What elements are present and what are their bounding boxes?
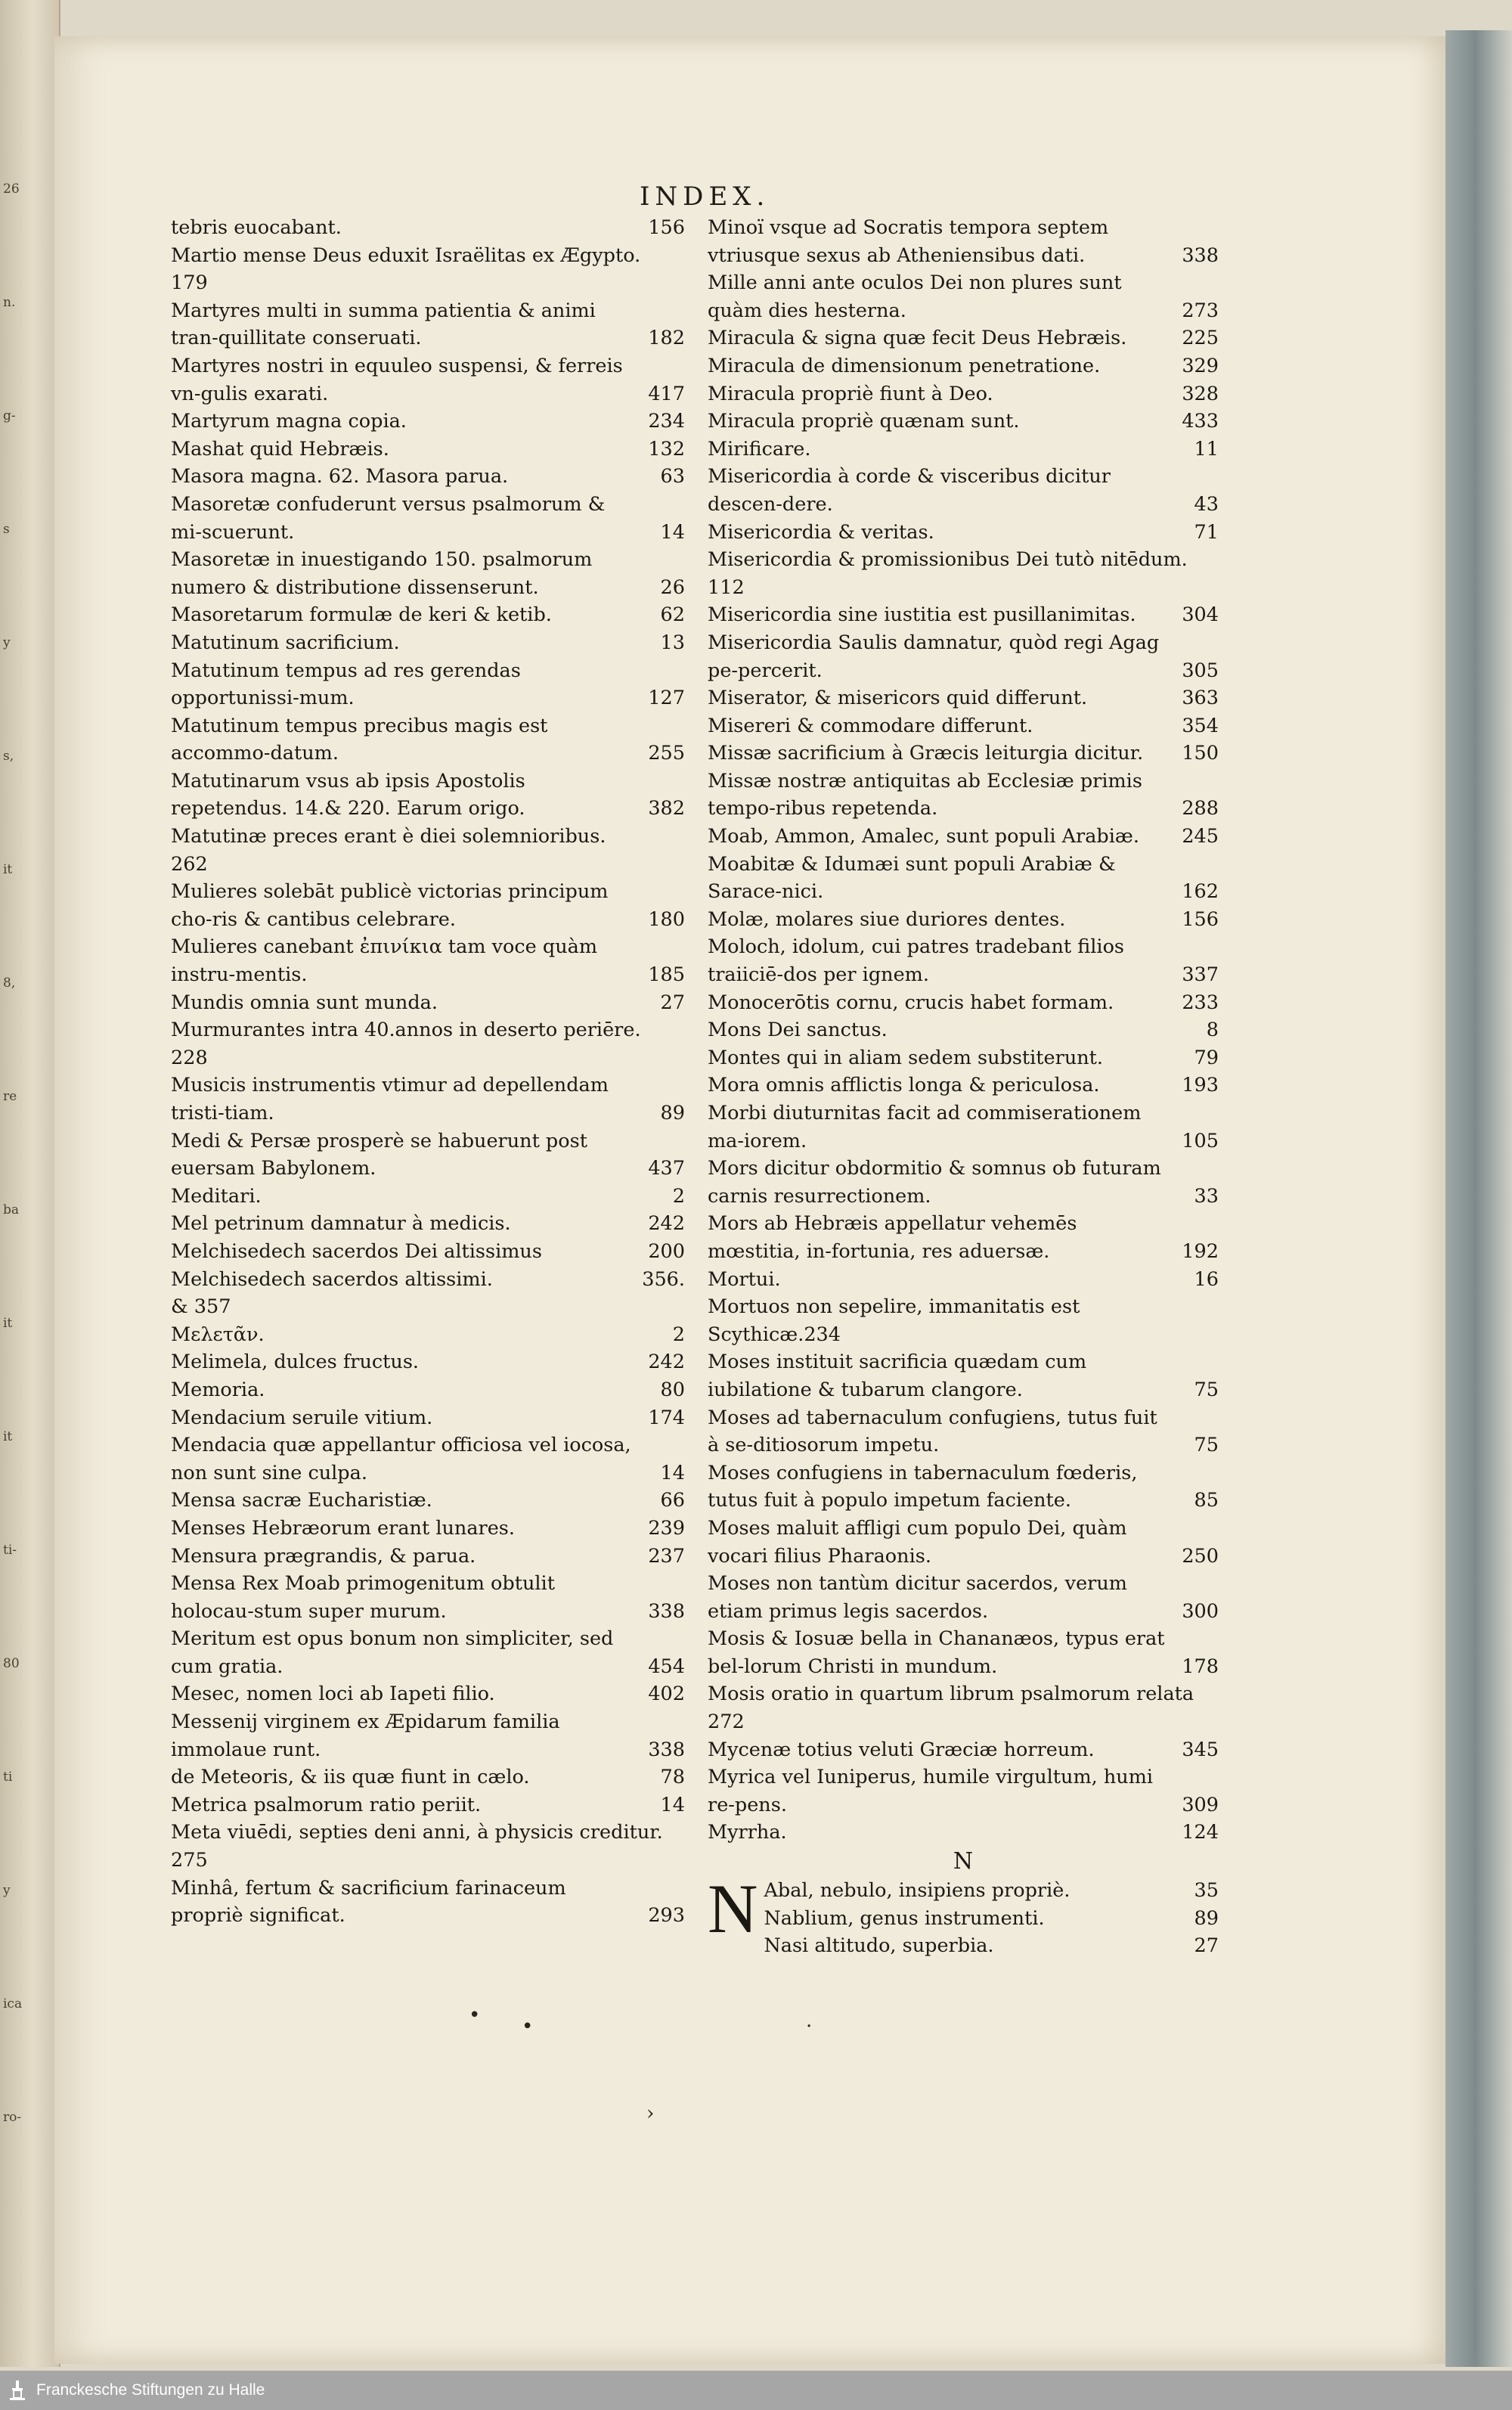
- page-number: 33: [1194, 1184, 1219, 1208]
- page-number: 79: [1194, 1046, 1219, 1069]
- entry-text: Morbi diuturnitas facit ad commiserationem ma-iorem.: [708, 1102, 1142, 1152]
- page-number: 237: [648, 1544, 685, 1568]
- page-number: 233: [1182, 991, 1219, 1014]
- index-entry: [708, 1293, 1219, 1348]
- index-n-entry: [708, 1932, 1219, 1960]
- page-number: 293: [648, 1904, 685, 1928]
- entry-text: Moses confugiens in tabernaculum fœderis, tutus fuit à populo impetum faciente.: [708, 1461, 1138, 1512]
- margin-fragment: s,: [3, 749, 14, 764]
- page-number: 328: [1182, 382, 1219, 405]
- entry-text: Miracula propriè quænam sunt.: [708, 410, 1020, 433]
- entry-text: Misereri & commodare differunt.: [708, 714, 1033, 737]
- entry-text: Martyres nostri in equuleo suspensi, & ferreis vn-gulis exarati.: [171, 354, 623, 405]
- index-entry: [708, 1100, 1219, 1155]
- entry-text: Mille anni ante oculos Dei non plures sunt quàm dies hesterna.: [708, 271, 1122, 322]
- entry-text: Mora omnis afflictis longa & periculosa.: [708, 1074, 1100, 1097]
- page-number: 356.: [642, 1267, 685, 1291]
- entry-text: Masora magna. 62. Masora parua.: [171, 465, 509, 489]
- entry-text: Montes qui in aliam sedem substiterunt.: [708, 1046, 1104, 1069]
- index-entry: [708, 463, 1219, 518]
- entry-text: Meta viuēdi, septies deni anni, à physicis creditur.: [171, 1821, 663, 1844]
- index-entry: [171, 297, 685, 352]
- margin-fragment: ba: [3, 1202, 20, 1217]
- index-entry: [171, 1404, 685, 1432]
- entry-text: Misericordia à corde & visceribus dicitur descen-dere.: [708, 465, 1111, 516]
- index-entry: [708, 768, 1219, 823]
- entry-text: Mortuos non sepelire, immanitatis est Scythicæ.234: [708, 1295, 1080, 1346]
- page-number: 63: [660, 465, 685, 489]
- page-number: 225: [1182, 327, 1219, 350]
- index-entry: [708, 629, 1219, 684]
- margin-fragment: y: [3, 635, 11, 650]
- index-entry: [171, 1348, 685, 1376]
- foundation-emblem-icon: [6, 2377, 29, 2403]
- entry-text: Moses ad tabernaculum confugiens, tutus fuit à se-ditiosorum impetu.: [708, 1406, 1157, 1457]
- margin-fragment: n.: [3, 295, 16, 310]
- entry-text: Missæ nostræ antiquitas ab Ecclesiæ primis tempo-ribus repetenda.: [708, 769, 1142, 820]
- index-entry: [171, 629, 685, 657]
- entry-text: Masoretarum formulæ de keri & ketib.: [171, 603, 552, 627]
- entry-text: Monocerōtis cornu, crucis habet formam.: [708, 991, 1114, 1014]
- page-number: 345: [1182, 1738, 1219, 1761]
- index-entry: [708, 1708, 1219, 1736]
- entry-text: Matutinum sacrificium.: [171, 631, 400, 654]
- page-number: 89: [660, 1102, 685, 1124]
- index-column-left: [171, 214, 685, 1930]
- previous-page-edge: [0, 0, 60, 2367]
- entry-text: Mendacium seruile vitium.: [171, 1406, 433, 1429]
- margin-fragment: it: [3, 1429, 13, 1444]
- entry-text: Matutinum tempus ad res gerendas opportunissi-mum.: [171, 659, 521, 710]
- entry-text: 179: [171, 271, 208, 295]
- entry-text: Martyres multi in summa patientia & animi tran-quillitate conseruati.: [171, 299, 596, 350]
- entry-text: Mirificare.: [708, 437, 811, 461]
- page-number: 71: [1194, 520, 1219, 544]
- index-entry: [708, 1210, 1219, 1265]
- page-number: 27: [1194, 1934, 1219, 1958]
- page-number: 105: [1182, 1129, 1219, 1152]
- index-entry: [171, 1487, 685, 1515]
- index-entry: [171, 1210, 685, 1238]
- page-number: 245: [1182, 825, 1219, 848]
- index-entry: [171, 712, 685, 768]
- margin-fragment: 80: [3, 1656, 20, 1671]
- index-entry: [708, 1570, 1219, 1625]
- index-entry: [708, 1044, 1219, 1072]
- ornament-dot: ·: [806, 2015, 813, 2038]
- entry-text: Martyrum magna copia.: [171, 410, 407, 433]
- page-number: 26: [660, 575, 685, 599]
- index-entry: [708, 408, 1219, 436]
- entry-text: Masoretæ in inuestigando 150. psalmorum numero & distributione dissenserunt.: [171, 548, 593, 599]
- entry-text: Mosis oratio in quartum librum psalmorum relata: [708, 1683, 1194, 1706]
- margin-fragment: it: [3, 862, 13, 877]
- page-number: 338: [648, 1738, 685, 1761]
- entry-text: Memoria.: [171, 1378, 265, 1401]
- index-entry: [171, 1847, 685, 1875]
- entry-text: Mensura prægrandis, & parua.: [171, 1544, 476, 1568]
- entry-text: Mensa Rex Moab primogenitum obtulit holocau-stum super murum.: [171, 1572, 555, 1623]
- entry-text: Mashat quid Hebræis.: [171, 437, 389, 461]
- margin-fragment: re: [3, 1089, 17, 1104]
- running-head: INDEX.: [640, 181, 770, 212]
- page-number: 437: [648, 1157, 685, 1180]
- index-entry: [171, 269, 685, 297]
- entry-text: Miracula & signa quæ fecit Deus Hebræis.: [708, 327, 1127, 350]
- margin-fragment: y: [3, 1883, 11, 1898]
- page-number: 338: [648, 1599, 685, 1623]
- entry-text: Matutinæ preces erant è diei solemnioribus.: [171, 825, 606, 848]
- entry-text: Miracula propriè fiunt à Deo.: [708, 382, 993, 405]
- page-number: 89: [1194, 1906, 1219, 1930]
- index-entry: [708, 601, 1219, 629]
- index-entry: [171, 1293, 685, 1321]
- entry-text: Misericordia Saulis damnatur, quòd regi Agag pe-percerit.: [708, 631, 1160, 682]
- index-entry: [708, 1515, 1219, 1570]
- index-entry: [171, 1238, 685, 1266]
- index-entry: [708, 851, 1219, 906]
- page-number: 11: [1194, 437, 1219, 461]
- page-number: 75: [1194, 1378, 1219, 1401]
- index-entry: [171, 1376, 685, 1404]
- index-entry: [171, 214, 685, 242]
- index-entry: [171, 1183, 685, 1211]
- page-number: 43: [1194, 492, 1219, 516]
- page-number: 162: [1182, 880, 1219, 904]
- margin-fragment: 8,: [3, 975, 16, 991]
- footer-bar: [0, 2371, 1512, 2410]
- entry-text: Miserator, & misericors quid differunt.: [708, 687, 1088, 710]
- page-number: 14: [660, 1793, 685, 1816]
- index-entry: [171, 878, 685, 933]
- index-entry: [708, 214, 1219, 269]
- index-entry: [708, 1680, 1219, 1708]
- page-number: 417: [648, 382, 685, 405]
- page-number: 433: [1182, 410, 1219, 433]
- index-entry: [171, 768, 685, 823]
- index-entry: [708, 1072, 1219, 1100]
- index-entry: [708, 324, 1219, 352]
- page-number: 150: [1182, 742, 1219, 765]
- margin-fragment: ti-: [3, 1543, 17, 1558]
- index-entry: [708, 823, 1219, 851]
- ornament-dot: ›: [646, 2102, 655, 2125]
- index-entry: [171, 1570, 685, 1625]
- page-number: 62: [660, 603, 685, 627]
- page-number: 174: [648, 1406, 685, 1429]
- entry-text: Miracula de dimensionum penetratione.: [708, 354, 1101, 377]
- page-number: 193: [1182, 1074, 1219, 1097]
- index-entry: [171, 989, 685, 1017]
- page-number: 329: [1182, 354, 1219, 377]
- entry-text: Messenij virginem ex Æpidarum familia immolaue runt.: [171, 1711, 560, 1761]
- entry-text: Meditari.: [171, 1184, 262, 1208]
- entry-text: & 357: [171, 1295, 231, 1319]
- entry-text: Mensa sacræ Eucharistiæ.: [171, 1489, 432, 1512]
- entry-text: Myrica vel Iuniperus, humile virgultum, humi re-pens.: [708, 1766, 1154, 1816]
- page-number: 309: [1182, 1793, 1219, 1816]
- index-entry: [171, 657, 685, 712]
- page-number: 363: [1182, 687, 1219, 710]
- entry-text: Mosis & Iosuæ bella in Chananæos, typus erat bel-lorum Christi in mundum.: [708, 1627, 1165, 1678]
- entry-text: tebris euocabant.: [171, 216, 342, 239]
- entry-text: 228: [171, 1046, 208, 1069]
- index-entry: [171, 1044, 685, 1072]
- entry-text: de Meteoris, & iis quæ fiunt in cælo.: [171, 1766, 530, 1789]
- entry-text: Μελετᾶν.: [171, 1323, 265, 1346]
- page-number: 242: [648, 1351, 685, 1374]
- book-fore-edge: [1445, 30, 1512, 2367]
- entry-text: Mors ab Hebræis appellatur vehemēs mœstitia, in-fortunia, res aduersæ.: [708, 1212, 1077, 1263]
- margin-fragment: s: [3, 522, 10, 537]
- entry-text: Missæ sacrificium à Græcis leiturgia dicitur.: [708, 742, 1144, 765]
- entry-text: Mesec, nomen loci ab Iapeti filio.: [171, 1683, 495, 1706]
- page-number: 80: [660, 1378, 685, 1401]
- entry-text: Mulieres canebant ἐπινίκια tam voce quàm instru-mentis.: [171, 935, 598, 987]
- index-entry: [708, 1763, 1219, 1819]
- index-entry: [708, 380, 1219, 408]
- index-entry: [708, 352, 1219, 380]
- margin-fragment: ti: [3, 1770, 13, 1785]
- entry-text: 272: [708, 1711, 745, 1734]
- margin-fragment: ro-: [3, 2110, 22, 2125]
- index-entry: [171, 1543, 685, 1571]
- index-entry: [171, 1266, 685, 1294]
- entry-text: 275: [171, 1849, 208, 1872]
- entry-text: Melchisedech sacerdos altissimi.: [171, 1267, 493, 1291]
- page-number: 337: [1182, 963, 1219, 987]
- entry-text: Moab, Ammon, Amalec, sunt populi Arabiæ.: [708, 825, 1139, 848]
- page-number: 200: [648, 1239, 685, 1263]
- index-entry: [708, 1459, 1219, 1515]
- page-number: 85: [1194, 1489, 1219, 1512]
- entry-text: Molæ, molares siue duriores dentes.: [708, 907, 1066, 931]
- page-number: 75: [1194, 1434, 1219, 1457]
- index-entry: [708, 906, 1219, 934]
- page-number: 185: [648, 963, 685, 987]
- index-entry: [171, 408, 685, 436]
- page-number: 250: [1182, 1544, 1219, 1568]
- page-number: 255: [648, 742, 685, 765]
- page-number: 338: [1182, 243, 1219, 267]
- index-entry: [708, 1016, 1219, 1044]
- page-number: 354: [1182, 714, 1219, 737]
- page-number: 78: [660, 1766, 685, 1789]
- page-number: 14: [660, 520, 685, 544]
- index-entry: [708, 933, 1219, 988]
- index-entry: [708, 684, 1219, 712]
- page-number: 8: [1206, 1019, 1219, 1042]
- index-entry: [708, 1819, 1219, 1847]
- page-number: 124: [1182, 1821, 1219, 1844]
- page-number: 304: [1182, 603, 1219, 627]
- entry-text: Mons Dei sanctus.: [708, 1019, 888, 1042]
- entry-text: Mendacia quæ appellantur officiosa vel iocosa, non sunt sine culpa.: [171, 1434, 631, 1484]
- index-entry: [171, 546, 685, 601]
- index-entry: [171, 1016, 685, 1044]
- entry-text: Nasi altitudo, superbia.: [764, 1934, 994, 1958]
- index-entry: [708, 740, 1219, 768]
- ornament-dot: •: [469, 2004, 481, 2027]
- entry-text: Moses instituit sacrificia quædam cum iubilatione & tubarum clangore.: [708, 1351, 1087, 1401]
- margin-fragment: it: [3, 1316, 13, 1331]
- index-entry: [171, 1819, 685, 1847]
- page-number: 127: [648, 687, 685, 710]
- page-number: 288: [1182, 797, 1219, 820]
- page-number: 156: [648, 216, 685, 239]
- entry-text: Medi & Persæ prosperè se habuerunt post euersam Babylonem.: [171, 1129, 587, 1180]
- page-number: 305: [1182, 659, 1219, 682]
- index-entry: [708, 712, 1219, 740]
- entry-text: Moloch, idolum, cui patres tradebant filios traiiciē-dos per ignem.: [708, 935, 1125, 987]
- index-entry: [171, 436, 685, 464]
- index-entry: [171, 851, 685, 879]
- entry-text: Musicis instrumentis vtimur ad depellendam tristi-tiam.: [171, 1074, 609, 1124]
- entry-text: Moses maluit affligi cum populo Dei, quàm vocari filius Pharaonis.: [708, 1516, 1127, 1568]
- entry-text: Melimela, dulces fructus.: [171, 1351, 420, 1374]
- page-number: 239: [648, 1516, 685, 1540]
- index-entry: [171, 1127, 685, 1183]
- page-number: 273: [1182, 299, 1219, 322]
- entry-text: Mundis omnia sunt munda.: [171, 991, 438, 1014]
- page-number: 156: [1182, 907, 1219, 931]
- index-entry: [171, 1072, 685, 1127]
- index-entry: [171, 463, 685, 491]
- index-entry: [708, 436, 1219, 464]
- entry-text: Myrrha.: [708, 1821, 787, 1844]
- entry-text: Moabitæ & Idumæi sunt populi Arabiæ & Sarace-nici.: [708, 852, 1116, 904]
- entry-text: Mel petrinum damnatur à medicis.: [171, 1212, 511, 1236]
- page-number: 132: [648, 437, 685, 461]
- page-number: 382: [648, 797, 685, 820]
- index-entry: [171, 823, 685, 851]
- entry-text: Misericordia & veritas.: [708, 520, 934, 544]
- entry-text: Mulieres solebāt publicè victorias principum cho-ris & cantibus celebrare.: [171, 880, 609, 931]
- index-column-right: [708, 214, 1219, 1960]
- index-entry: [171, 1431, 685, 1487]
- index-entry: [708, 1155, 1219, 1210]
- n-section: [708, 1870, 1219, 1960]
- entry-text: Melchisedech sacerdos Dei altissimus: [171, 1239, 542, 1263]
- entry-text: Mors dicitur obdormitio & somnus ob futuram carnis resurrectionem.: [708, 1157, 1161, 1208]
- entry-text: Minoï vsque ad Socratis tempora septem vtriusque sexus ab Atheniensibus dati.: [708, 216, 1109, 267]
- index-entry: [171, 491, 685, 546]
- page-number: 242: [648, 1212, 685, 1236]
- index-entry: [171, 1763, 685, 1791]
- entry-text: Masoretæ confuderunt versus psalmorum & mi-scuerunt.: [171, 492, 606, 544]
- index-entry: [171, 933, 685, 988]
- page-number: 180: [648, 907, 685, 931]
- index-entry: [171, 352, 685, 408]
- entry-text: Matutinarum vsus ab ipsis Apostolis repetendus. 14.& 220. Earum origo.: [171, 769, 525, 820]
- index-entry: [171, 601, 685, 629]
- entry-text: Martio mense Deus eduxit Israëlitas ex Ægypto.: [171, 243, 641, 267]
- index-n-entry: [708, 1877, 1219, 1905]
- entry-text: Mortui.: [708, 1267, 781, 1291]
- page-number: 66: [660, 1489, 685, 1512]
- entry-text: Metrica psalmorum ratio periit.: [171, 1793, 482, 1816]
- index-entry: [171, 1708, 685, 1763]
- page-number: 300: [1182, 1599, 1219, 1623]
- drop-cap-initial: N: [708, 1870, 758, 1948]
- margin-fragment: ica: [3, 1996, 23, 2011]
- page-number: 178: [1182, 1655, 1219, 1678]
- page-number: 402: [648, 1683, 685, 1706]
- footer-label: Franckesche Stiftungen zu Halle: [36, 2381, 265, 2399]
- index-entry: [708, 1266, 1219, 1294]
- entry-text: Meritum est opus bonum non simpliciter, sed cum gratia.: [171, 1627, 614, 1678]
- page-number: 2: [672, 1184, 685, 1208]
- entry-text: Misericordia & promissionibus Dei tutò nitēdum.: [708, 548, 1188, 572]
- entry-text: Menses Hebræorum erant lunares.: [171, 1516, 515, 1540]
- page-number: 14: [660, 1461, 685, 1484]
- index-entry: [708, 546, 1219, 574]
- index-entry: [171, 1625, 685, 1680]
- index-entry: [708, 574, 1219, 602]
- page-number: 2: [672, 1323, 685, 1346]
- page-number: 13: [660, 631, 685, 654]
- index-entry: [171, 1321, 685, 1349]
- page-number: 27: [660, 991, 685, 1014]
- page-number: 35: [1194, 1879, 1219, 1903]
- page-number: 192: [1182, 1239, 1219, 1263]
- page-number: 454: [648, 1655, 685, 1678]
- index-entry: [708, 1348, 1219, 1404]
- entry-text: Moses non tantùm dicitur sacerdos, verum etiam primus legis sacerdos.: [708, 1572, 1127, 1623]
- entry-text: Abal, nebulo, insipiens propriè.: [764, 1879, 1070, 1903]
- margin-fragment: g-: [3, 408, 16, 423]
- entry-text: Nablium, genus instrumenti.: [764, 1906, 1045, 1930]
- section-letter-n: N: [953, 1848, 974, 1875]
- index-entry: [708, 269, 1219, 324]
- entry-text: Murmurantes intra 40.annos in deserto periēre.: [171, 1019, 641, 1042]
- entry-text: Mycenæ totius veluti Græciæ horreum.: [708, 1738, 1095, 1761]
- index-entry: [171, 1791, 685, 1819]
- page-number: 182: [648, 327, 685, 350]
- entry-text: Misericordia sine iustitia est pusillanimitas.: [708, 603, 1136, 627]
- index-entry: [708, 1736, 1219, 1764]
- page-number: 234: [648, 410, 685, 433]
- index-n-entry: [708, 1905, 1219, 1933]
- index-entry: [708, 519, 1219, 547]
- index-entry: [171, 242, 685, 270]
- index-entry: [708, 1625, 1219, 1680]
- entry-text: 262: [171, 852, 208, 876]
- index-entry: [171, 1875, 685, 1930]
- margin-fragment: 26: [3, 181, 20, 197]
- index-entry: [171, 1680, 685, 1708]
- index-entry: [708, 1404, 1219, 1459]
- entry-text: 112: [708, 575, 745, 599]
- ornament-dot: •: [522, 2015, 534, 2038]
- index-entry: [171, 1515, 685, 1543]
- entry-text: Matutinum tempus precibus magis est accommo-datum.: [171, 714, 548, 765]
- entry-text: Minhâ, fertum & sacrificium farinaceum propriè significat.: [171, 1876, 566, 1928]
- page-number: 16: [1194, 1267, 1219, 1291]
- index-entry: [708, 989, 1219, 1017]
